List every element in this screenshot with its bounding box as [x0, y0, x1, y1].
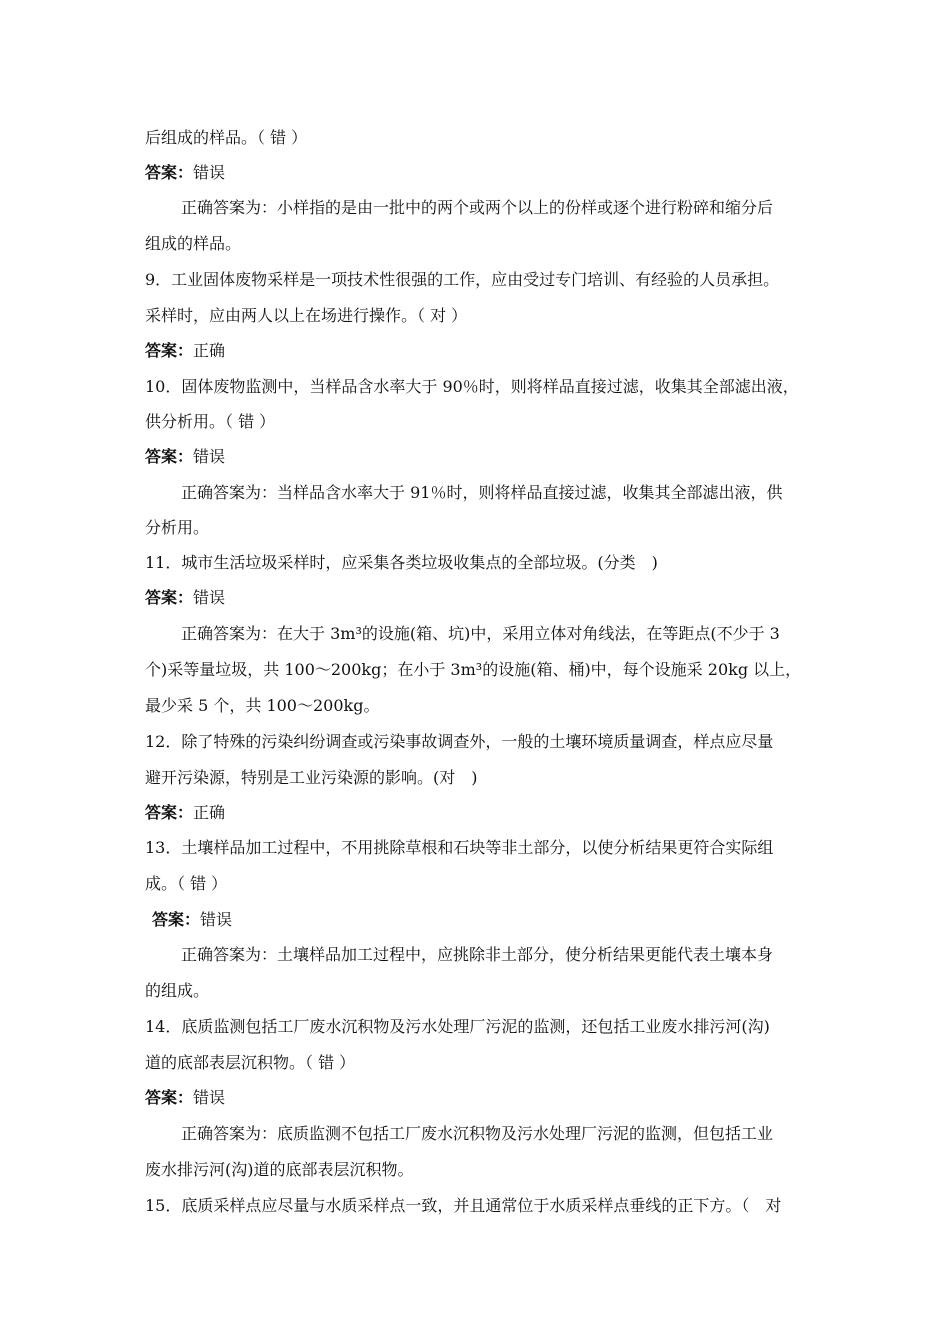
text-line: 供分析用。（ 错 ） — [145, 412, 276, 431]
answer-label: 答案： — [145, 1088, 194, 1107]
text-line: 的组成。 — [145, 981, 210, 1000]
answer-label: 答案： — [152, 910, 201, 929]
answer-label: 答案： — [145, 803, 194, 822]
text-line: 分析用。 — [145, 518, 210, 537]
answer-line — [152, 910, 832, 930]
answer-value: 错误 — [193, 1088, 226, 1107]
answer-line — [145, 163, 825, 183]
question-line: 13．土壤样品加工过程中，不用挑除草根和石块等非土部分，以使分析结果更符合实际组 — [145, 838, 774, 857]
answer-value: 正确 — [193, 341, 226, 360]
text-line: 避开污染源，特别是工业污染源的影响。(对 ) — [145, 768, 478, 787]
text-line: 最少采 5 个，共 100～200kg。 — [145, 696, 380, 715]
correct-answer-line: 正确答案为：土壤样品加工过程中，应挑除非土部分，使分析结果更能代表土壤本身 — [181, 945, 774, 964]
question-line: 15．底质采样点应尽量与水质采样点一致，并且通常位于水质采样点垂线的正下方。（ 对 — [145, 1196, 782, 1215]
answer-label: 答案： — [145, 447, 194, 466]
text-line: 道的底部表层沉积物。（ 错 ） — [145, 1053, 356, 1072]
answer-value: 正确 — [193, 803, 226, 822]
text-line: 个)采等量垃圾，共 100～200kg；在小于 3m³的设施(箱、桶)中，每个设施采 20kg 以上， — [145, 660, 802, 679]
answer-line — [145, 588, 825, 608]
question-line: 11．城市生活垃圾采样时，应采集各类垃圾收集点的全部垃圾。(分类 ) — [145, 553, 658, 572]
answer-value: 错误 — [193, 588, 226, 607]
answer-label: 答案： — [145, 341, 194, 360]
text-line: 废水排污河(沟)道的底部表层沉积物。 — [145, 1160, 414, 1179]
question-line: 9．工业固体废物采样是一项技术性很强的工作，应由受过专门培训、有经验的人员承担。 — [145, 270, 780, 289]
answer-line — [145, 1088, 825, 1108]
answer-label: 答案： — [145, 588, 194, 607]
question-line: 12．除了特殊的污染纠纷调查或污染事故调查外，一般的土壤环境质量调查，样点应尽量 — [145, 732, 774, 751]
answer-label: 答案： — [145, 163, 194, 182]
question-line: 10．固体废物监测中，当样品含水率大于 90％时，则将样品直接过滤，收集其全部滤出液， — [145, 377, 799, 396]
text-line: 组成的样品。 — [145, 234, 242, 253]
answer-value: 错误 — [193, 447, 226, 466]
question-line: 14．底质监测包括工厂废水沉积物及污水处理厂污泥的监测，还包括工业废水排污河(沟) — [145, 1017, 770, 1036]
text-line: 采样时，应由两人以上在场进行操作。（ 对 ） — [145, 306, 468, 325]
answer-value: 错误 — [200, 910, 233, 929]
answer-value: 错误 — [193, 163, 226, 182]
answer-line — [145, 447, 825, 467]
correct-answer-line: 正确答案为：当样品含水率大于 91％时，则将样品直接过滤，收集其全部滤出液，供 — [181, 483, 783, 502]
answer-line — [145, 341, 825, 361]
correct-answer-line: 正确答案为：底质监测不包括工厂废水沉积物及污水处理厂污泥的监测，但包括工业 — [181, 1124, 774, 1143]
text-line: 后组成的样品。（ 错 ） — [145, 128, 308, 147]
text-line: 成。（ 错 ） — [145, 874, 228, 893]
correct-answer-line: 正确答案为：小样指的是由一批中的两个或两个以上的份样或逐个进行粉碎和缩分后 — [181, 198, 774, 217]
correct-answer-line: 正确答案为：在大于 3m³的设施(箱、坑)中，采用立体对角线法，在等距点(不少于 3 — [181, 624, 780, 643]
answer-line — [145, 803, 825, 823]
